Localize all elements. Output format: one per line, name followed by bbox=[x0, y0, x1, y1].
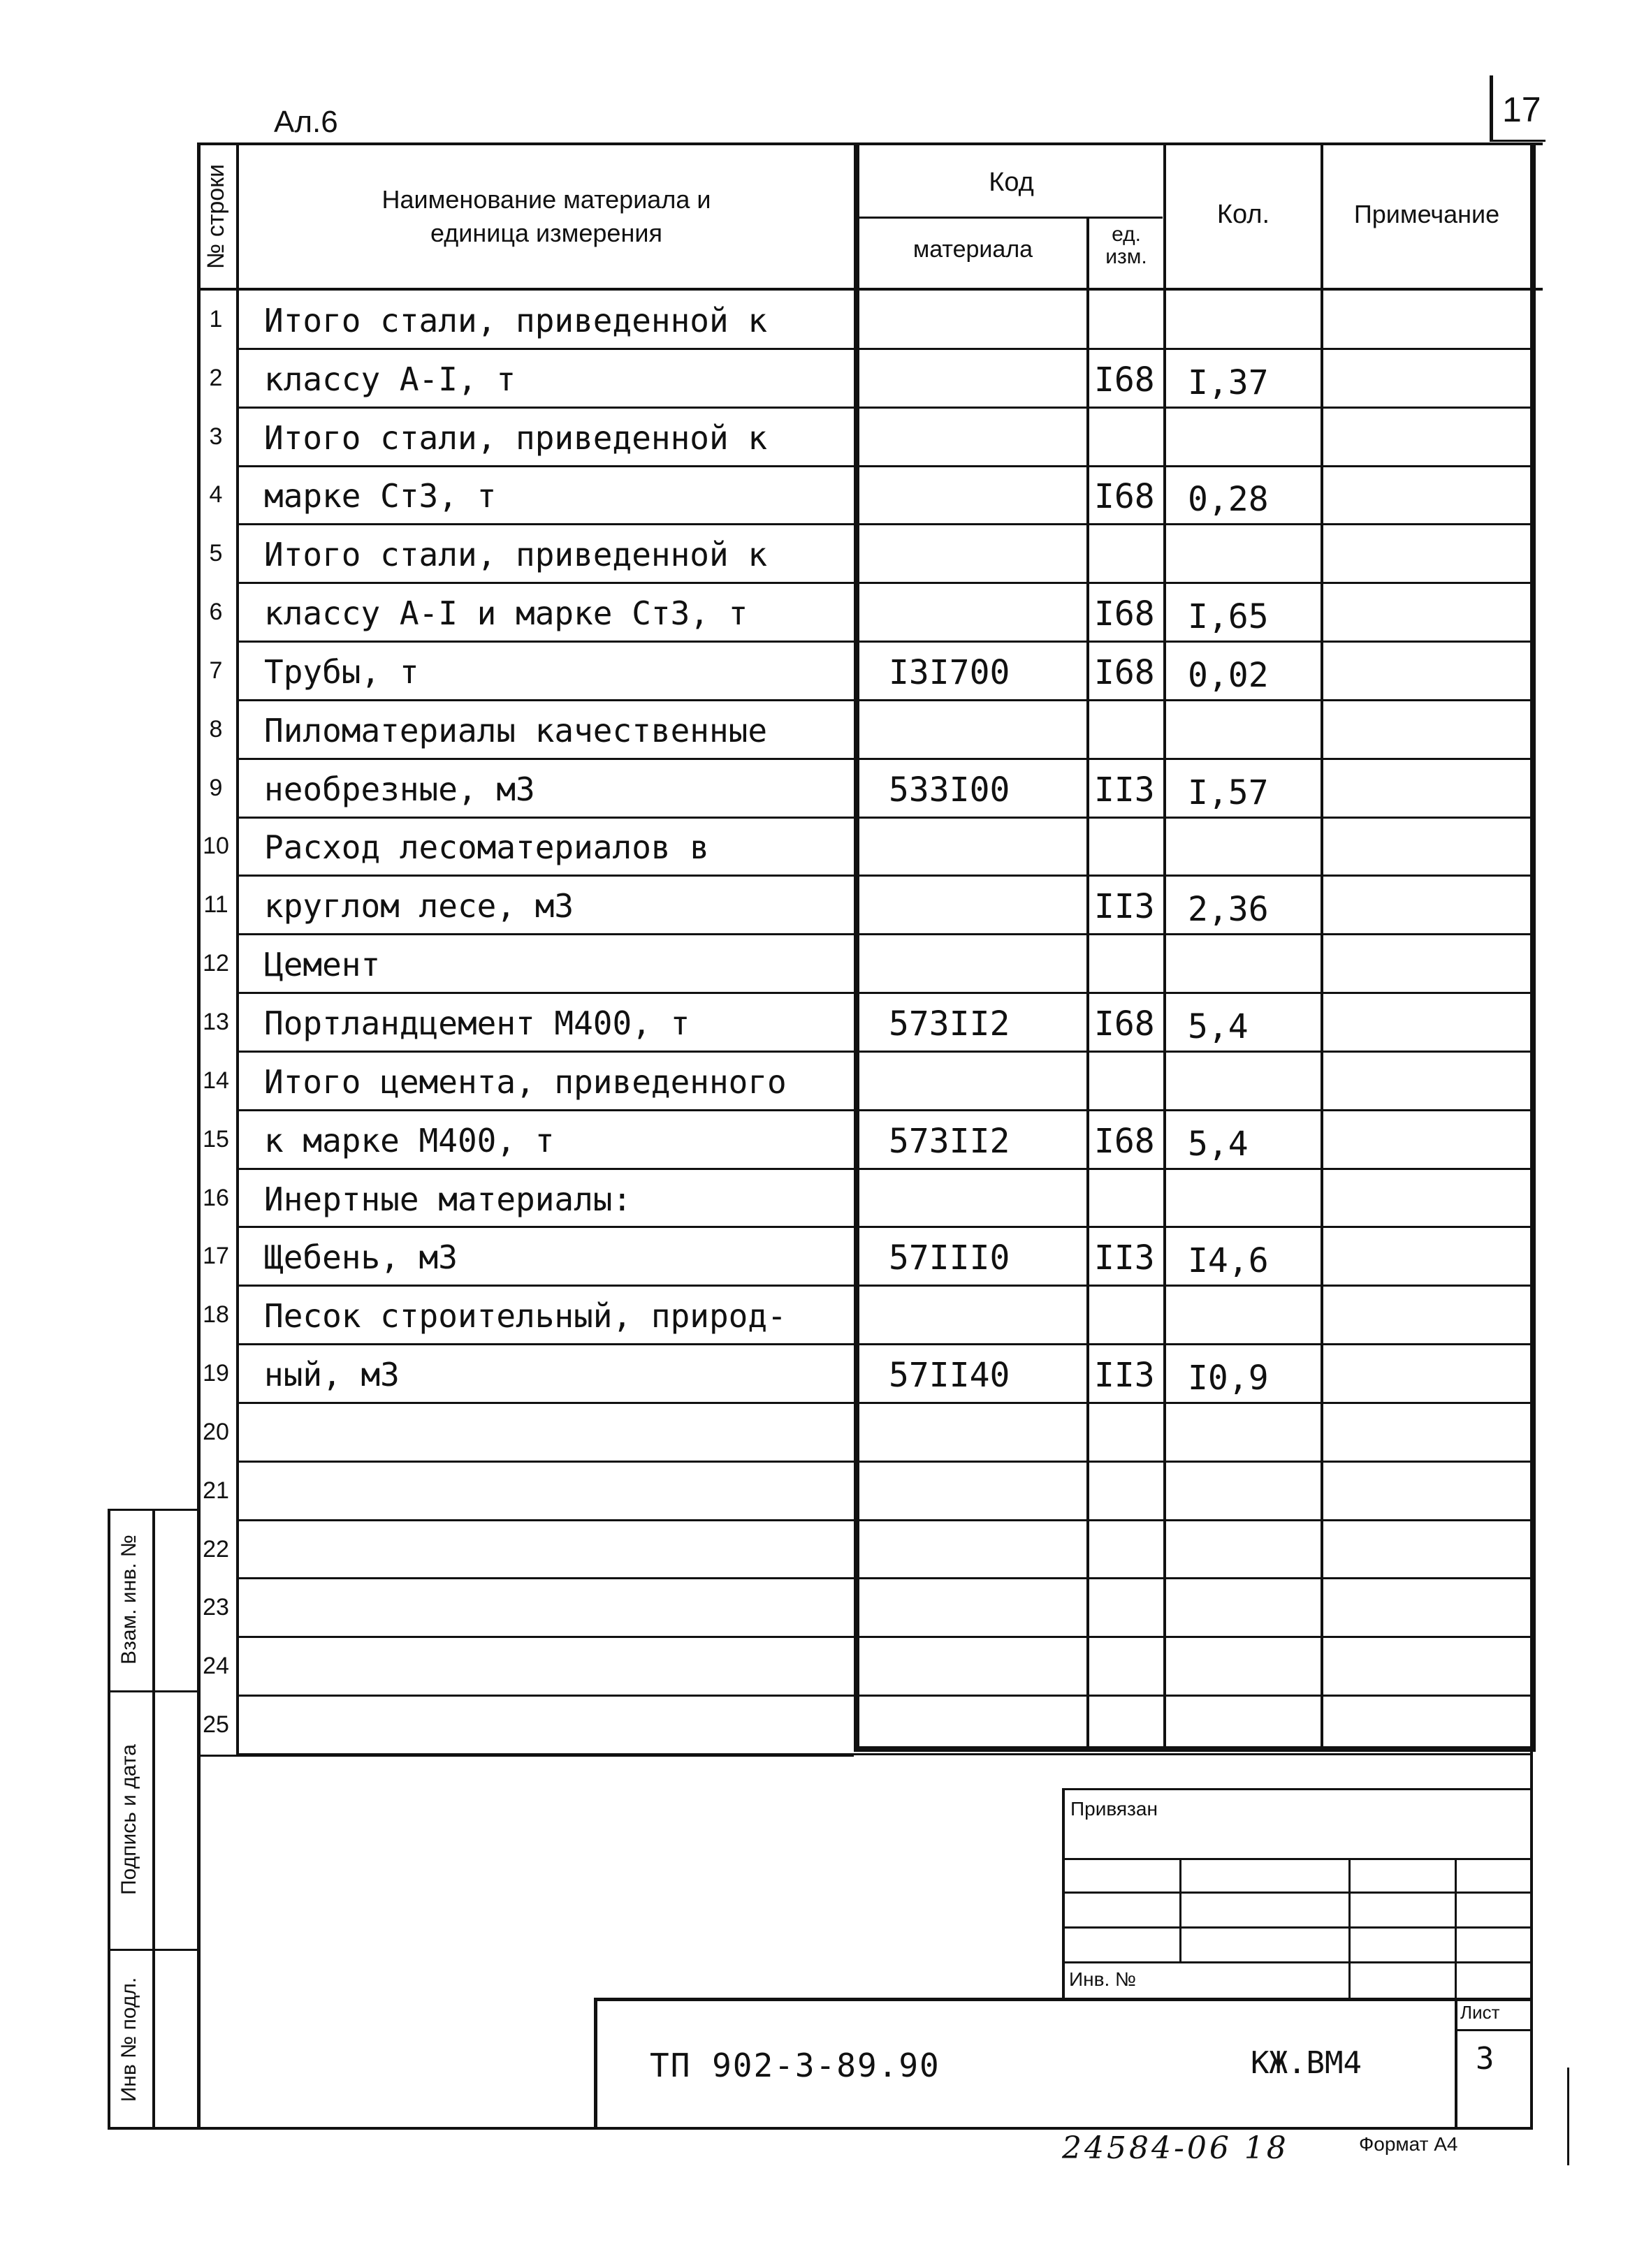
row-name: Портландцемент М400, т bbox=[264, 1004, 690, 1042]
row-material-code: 533I00 bbox=[889, 770, 1010, 810]
row-name: круглом лесе, м3 bbox=[264, 887, 574, 926]
main-stamp-left bbox=[594, 1998, 597, 2129]
row-quantity: I4,6 bbox=[1188, 1241, 1269, 1281]
document-mark: КЖ.ВМ4 bbox=[1251, 2045, 1362, 2081]
tb-col-2 bbox=[1348, 1858, 1351, 1998]
row-quantity: 5,4 bbox=[1188, 1124, 1249, 1164]
privyazan-label: Привязан bbox=[1070, 1798, 1158, 1820]
row-number: 22 bbox=[203, 1535, 229, 1563]
row-divider bbox=[236, 758, 1533, 760]
row-name: ный, м3 bbox=[264, 1356, 400, 1394]
sheet-label-line bbox=[1455, 2029, 1533, 2031]
inv-no-label: Инв. № bbox=[1069, 1968, 1137, 1990]
row-divider bbox=[236, 933, 1533, 935]
row-divider bbox=[236, 1577, 1533, 1579]
stamp-inv-podl: Инв № подл. bbox=[117, 1977, 140, 2102]
table-top-border bbox=[197, 142, 1543, 145]
row-divider bbox=[236, 1519, 1533, 1521]
sheet-value: 3 bbox=[1476, 2041, 1494, 2077]
row-unit: I68 bbox=[1094, 1121, 1155, 1161]
row-number: 10 bbox=[203, 833, 229, 860]
row-name: к марке М400, т bbox=[264, 1121, 555, 1159]
qty-divider bbox=[1163, 142, 1166, 1750]
row-material-code: I3I700 bbox=[889, 652, 1010, 692]
row-divider bbox=[236, 699, 1533, 701]
top-rule bbox=[1490, 140, 1545, 142]
side-bottom bbox=[108, 2127, 1533, 2130]
header-bottom-border bbox=[197, 288, 1543, 291]
format-label: Ал.6 bbox=[274, 105, 338, 139]
row-divider bbox=[236, 817, 1533, 819]
row-number: 4 bbox=[209, 481, 223, 509]
header-rownum: № строки bbox=[203, 163, 229, 270]
row-divider bbox=[236, 1695, 1533, 1697]
row-number: 2 bbox=[209, 364, 223, 391]
handwritten-number: 24584-06 18 bbox=[1062, 2130, 1289, 2166]
row-number: 9 bbox=[209, 774, 223, 801]
header-unit: ед. изм. bbox=[1105, 223, 1147, 268]
row-number: 23 bbox=[203, 1594, 229, 1621]
row-divider bbox=[236, 641, 1533, 643]
side-div-1 bbox=[108, 1690, 197, 1692]
row-name: необрезные, м3 bbox=[264, 770, 535, 808]
row-number: 21 bbox=[203, 1477, 229, 1504]
row-name: Итого цемента, приведенного bbox=[264, 1062, 787, 1101]
body-bottom-border bbox=[854, 1746, 1536, 1752]
page-number: 17 bbox=[1502, 90, 1541, 129]
row-unit: I68 bbox=[1094, 477, 1155, 517]
tb-line-2 bbox=[1062, 1892, 1533, 1894]
row-material-code: 57II40 bbox=[889, 1356, 1010, 1396]
row-number: 17 bbox=[203, 1243, 229, 1270]
row-name: классу А-I и марке Ст3, т bbox=[264, 594, 748, 633]
row-name: Инертные материалы: bbox=[264, 1180, 632, 1218]
row-number: 7 bbox=[209, 657, 223, 684]
row-number: 5 bbox=[209, 540, 223, 567]
row-name: Итого стали, приведенной к bbox=[264, 536, 768, 574]
page-number-mark bbox=[1490, 75, 1493, 140]
row-name: классу А-I, т bbox=[264, 360, 516, 398]
row-number: 3 bbox=[209, 423, 223, 450]
frame-right-lower bbox=[1530, 1752, 1533, 2129]
row-name: Трубы, т bbox=[264, 652, 419, 691]
tb-col-1 bbox=[1179, 1858, 1181, 1963]
side-top bbox=[108, 1509, 197, 1511]
row-divider bbox=[236, 1051, 1533, 1053]
side-left-border bbox=[108, 1509, 110, 2129]
sheet-label: Лист bbox=[1460, 2002, 1500, 2023]
row-unit: I68 bbox=[1094, 1004, 1155, 1044]
row-unit: II3 bbox=[1094, 887, 1155, 927]
row-number: 14 bbox=[203, 1067, 229, 1094]
row-number: 19 bbox=[203, 1360, 229, 1387]
row-name: Итого стали, приведенной к bbox=[264, 301, 768, 339]
row-unit: II3 bbox=[1094, 1238, 1155, 1278]
header-qty: Кол. bbox=[1216, 200, 1270, 229]
row-name: Пиломатериалы качественные bbox=[264, 711, 768, 749]
row-divider bbox=[236, 992, 1533, 994]
row-name: Цемент bbox=[264, 946, 381, 984]
row-divider bbox=[236, 1226, 1533, 1228]
header-name-line bbox=[239, 183, 854, 250]
page-edge-mark bbox=[1567, 2068, 1569, 2165]
stamp-vzam: Взам. инв. № bbox=[117, 1535, 140, 1665]
row-quantity: 2,36 bbox=[1188, 890, 1269, 930]
row-name: Итого стали, приведенной к bbox=[264, 418, 768, 457]
row-number: 25 bbox=[203, 1711, 229, 1739]
row-quantity: I,57 bbox=[1188, 773, 1269, 812]
row-name: Расход лесоматериалов в bbox=[264, 828, 709, 867]
privyazan-top bbox=[1062, 1788, 1533, 1790]
row-number: 16 bbox=[203, 1184, 229, 1211]
row-number: 6 bbox=[209, 599, 223, 626]
header-material: материала bbox=[912, 236, 1033, 263]
row-quantity: I,37 bbox=[1188, 363, 1269, 402]
row-divider bbox=[236, 1636, 1533, 1638]
row-unit: II3 bbox=[1094, 1356, 1155, 1396]
row-quantity: 5,4 bbox=[1188, 1007, 1249, 1046]
row-name: Щебень, м3 bbox=[264, 1238, 458, 1277]
tb-col-3 bbox=[1455, 1858, 1457, 1998]
row-divider bbox=[236, 1343, 1533, 1345]
row-divider bbox=[236, 465, 1533, 467]
row-divider bbox=[236, 1753, 1533, 1755]
side-inner-border bbox=[152, 1509, 155, 2129]
header-name: Наименование материала и единица измерения bbox=[381, 185, 711, 247]
row-divider bbox=[236, 1109, 1533, 1111]
row-number: 12 bbox=[203, 950, 229, 977]
rownum-divider bbox=[236, 142, 239, 1755]
row-number: 11 bbox=[203, 891, 228, 919]
stamp-podpis: Подпись и дата bbox=[117, 1744, 140, 1895]
row-quantity: I0,9 bbox=[1188, 1359, 1269, 1398]
side-div-2 bbox=[108, 1949, 197, 1951]
row-unit: I68 bbox=[1094, 360, 1155, 400]
note-divider bbox=[1321, 142, 1323, 1750]
tb-line-1 bbox=[1062, 1858, 1533, 1860]
row-unit: I68 bbox=[1094, 594, 1155, 634]
row-number: 8 bbox=[209, 715, 223, 742]
row-number: 1 bbox=[209, 305, 223, 332]
row-number: 20 bbox=[203, 1418, 229, 1445]
row-quantity: I,65 bbox=[1188, 597, 1269, 637]
row-material-code: 573II2 bbox=[889, 1121, 1010, 1161]
row-divider bbox=[236, 1168, 1533, 1170]
row-quantity: 0,02 bbox=[1188, 655, 1269, 695]
row-divider bbox=[236, 1285, 1533, 1287]
row-unit: I68 bbox=[1094, 652, 1155, 692]
main-stamp-top bbox=[594, 1998, 1533, 2001]
tb-line-3 bbox=[1062, 1926, 1533, 1929]
row-divider bbox=[236, 875, 1533, 877]
row-number: 13 bbox=[203, 1009, 229, 1035]
row-unit: II3 bbox=[1094, 770, 1155, 810]
row-material-code: 57III0 bbox=[889, 1238, 1010, 1278]
row-number: 15 bbox=[203, 1125, 229, 1153]
row-divider bbox=[236, 407, 1533, 409]
row-quantity: 0,28 bbox=[1188, 480, 1269, 520]
row-material-code: 573II2 bbox=[889, 1004, 1010, 1044]
header-code: Код bbox=[989, 168, 1034, 197]
row-name: марке Ст3, т bbox=[264, 477, 497, 515]
row-name: Песок строительный, природ- bbox=[264, 1297, 787, 1336]
row-divider bbox=[236, 348, 1533, 350]
row-divider bbox=[236, 523, 1533, 525]
code-subheader-line bbox=[855, 217, 1163, 219]
row-divider bbox=[236, 1402, 1533, 1404]
row-number: 18 bbox=[203, 1301, 229, 1329]
sheet-col-left bbox=[1455, 1998, 1457, 2129]
row-divider bbox=[236, 582, 1533, 584]
document-code: ТП 902-3-89.90 bbox=[650, 2047, 940, 2084]
row-number: 24 bbox=[203, 1653, 229, 1680]
frame-right-border bbox=[1530, 142, 1536, 1752]
header-note: Примечание bbox=[1353, 200, 1500, 228]
name-divider bbox=[854, 142, 859, 1752]
format-footer: Формат А4 bbox=[1359, 2133, 1458, 2155]
tb-line-4 bbox=[1062, 1961, 1533, 1963]
row-divider bbox=[236, 1461, 1533, 1463]
